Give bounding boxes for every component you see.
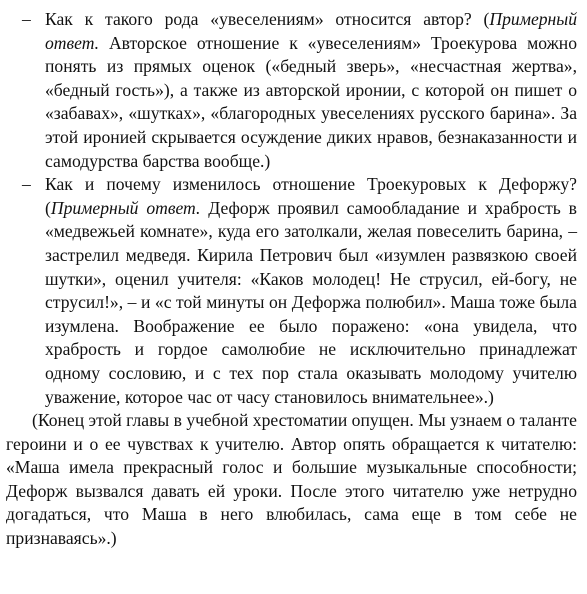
answer-text: Дефорж проявил самообладание и храбрость в «медвежьей комнате», куда его затолкали, желая повеселить барина, – застрелил медведя. Кирила Петрович был «изумлен развязкою своей шутки», оценил учителя: «Каков молодец! Не струсил, ей-богу, не струсил!», – и «с той минуты он Дефоржа полюбил». Маша тоже была изумлена. Воображение ее было поражено: «она увидела, что храбрость и гордое самолюбие не исключительно принадлежат одному сословию, и с тех пор стала оказывать молодому учителю уважение, которое час от часу становилось внимательнее».): [45, 197, 577, 407]
list-dash: –: [22, 9, 31, 29]
answer-text: Авторское отношение к «увеселениям» Троекурова можно понять из прямых оценок («бедный зверь», «несчастная жертва», «бедный гость»), а также из авторской иронии, с которой он пишет о «забавах», «шутках», «благородных увеселениях русского барина». За этой иронией скрывается осуждение диких нравов, безнаказанности и самодурства барства вообще.): [45, 32, 577, 171]
list-item-deforge-attitude: [6, 173, 577, 409]
answer-label: Примерный ответ.: [50, 197, 201, 218]
list-dash: –: [22, 174, 31, 195]
closing-paragraph: (Конец этой главы в учебной хрестоматии опущен. Мы узнаем о таланте героини и о ее чувствах к учителю. Автор опять обращается к читателю: «Маша имела прекрасный голос и большие музыкальные способности; Дефорж вызвался давать ей уроки. После этого читателю уже нетрудно догадаться, что Маша в него влюбилась, сама еще в том себе не признаваясь».): [6, 410, 577, 549]
answer-label: Примерный ответ.: [45, 9, 577, 53]
question-text: Как и почему изменилось отношение Троекуровых к Дефоржу? (: [45, 174, 577, 218]
list-item-author-attitude: [6, 8, 577, 173]
question-text: Как к такого рода «увеселениям» относится автор? (: [45, 9, 490, 29]
